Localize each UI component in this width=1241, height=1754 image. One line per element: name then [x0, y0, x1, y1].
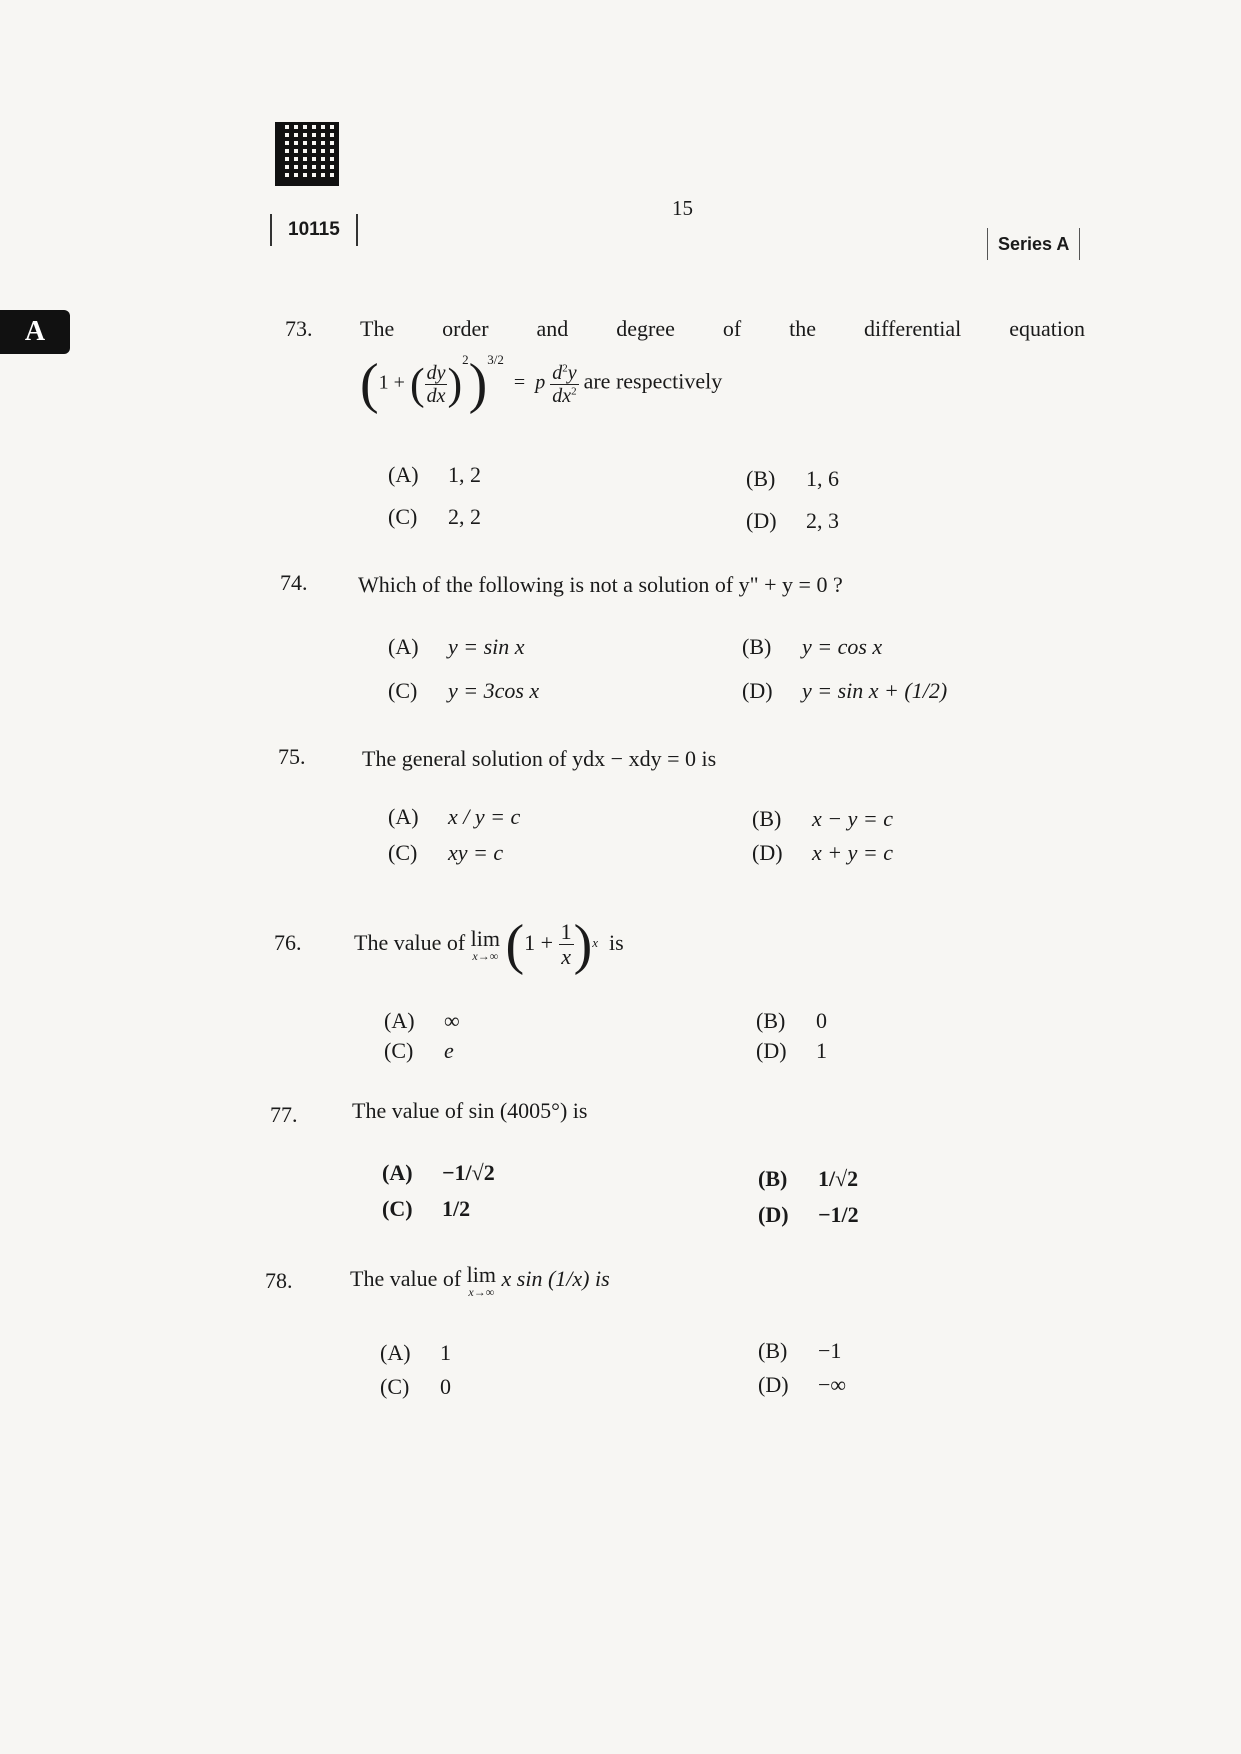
option-d: (D) 1: [756, 1038, 827, 1063]
option-d: (D) y = sin x + (1/2): [742, 678, 948, 703]
question-text: The order and degree of the differential equation: [360, 316, 1085, 341]
option-b: (B) 1, 6: [746, 466, 839, 491]
question-number: 76.: [274, 930, 302, 955]
option-c: (C) 1/2: [382, 1196, 471, 1221]
section-tab: A: [0, 310, 70, 354]
option-a: (A) y = sin x: [388, 634, 525, 659]
question-text: The value of lim x→∞ x sin (1/x) is: [350, 1261, 610, 1299]
option-b: (B) −1: [758, 1338, 842, 1363]
option-d: (D) −∞: [758, 1372, 847, 1397]
question-text: The value of lim x→∞ (1 + $\frac{1}{x}$ )$^x$ is: [354, 913, 624, 976]
option-a: (A) 1: [380, 1340, 451, 1365]
datamatrix-code: [275, 122, 339, 186]
option-d: (D) 2, 3: [746, 508, 839, 533]
page-number: 15: [672, 196, 693, 220]
series-label: Series A: [987, 228, 1080, 260]
option-a: (A) x / y = c: [388, 804, 521, 829]
option-c: (C) y = 3cos x: [388, 678, 540, 703]
limit-expression: lim x→∞: [466, 1261, 497, 1299]
option-b: (B) x − y = c: [752, 806, 893, 831]
option-a: (A) 1, 2: [388, 462, 481, 487]
option-c: (C) 2, 2: [388, 504, 481, 529]
option-a: (A) ∞: [384, 1008, 460, 1033]
paper-code: 10115: [270, 214, 358, 246]
question-text: Which of the following is not a solution of y" + y = 0 ?: [358, 572, 843, 597]
question-number: 75.: [278, 744, 306, 769]
differential-equation: (1 + ( $\frac{dy}{dx}$ )$^2$)$^{3/2}$ = p $\frac{d^2y}{dx^2}$ are respectively: [360, 352, 723, 415]
question-number: 78.: [265, 1268, 293, 1293]
equation-tail: are respectively: [583, 368, 723, 394]
limit-expression: lim x→∞: [470, 925, 501, 963]
option-b: (B) y = cos x: [742, 634, 883, 659]
question-text: The value of sin (4005°) is: [352, 1098, 588, 1123]
question-number: 77.: [270, 1102, 298, 1127]
option-c: (C) xy = c: [388, 840, 504, 865]
question-text: The general solution of ydx − xdy = 0 is: [362, 746, 717, 771]
option-d: (D) x + y = c: [752, 840, 893, 865]
option-b: (B) 1/√2: [758, 1166, 859, 1191]
option-c: (C) 0: [380, 1374, 451, 1399]
option-b: (B) 0: [756, 1008, 827, 1033]
question-number: 74.: [280, 570, 308, 595]
question-number: 73.: [285, 316, 313, 341]
option-c: (C) e: [384, 1038, 454, 1063]
option-a: (A) −1/√2: [382, 1160, 495, 1185]
option-d: (D) −1/2: [758, 1202, 859, 1227]
